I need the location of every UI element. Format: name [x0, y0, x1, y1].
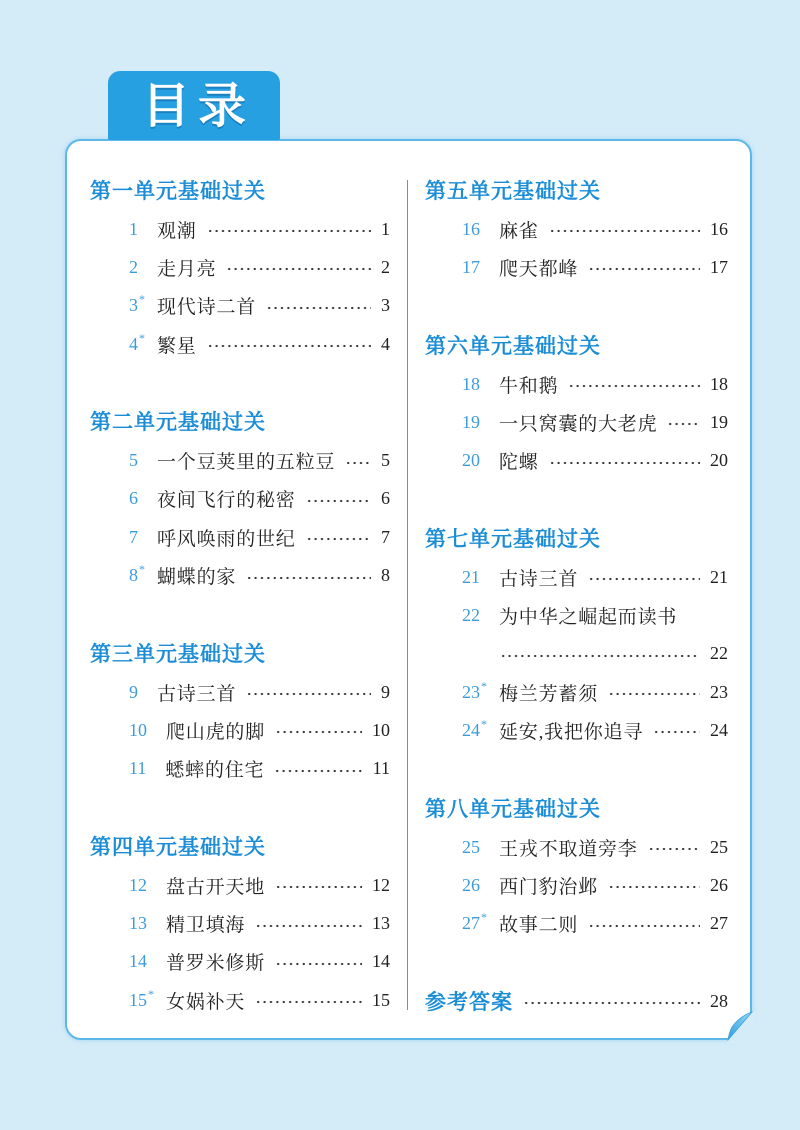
lesson-number-cell — [129, 952, 147, 971]
lesson-title: 爬山虎的脚 — [166, 721, 266, 743]
page-number: 16 — [710, 218, 728, 239]
lesson-title: 古诗三首 — [499, 568, 579, 590]
lesson-number: 23 — [462, 681, 480, 702]
dot-leader — [653, 711, 700, 749]
toc-entry — [425, 673, 728, 711]
unit-section — [425, 170, 728, 287]
lesson-number: 21 — [462, 566, 480, 587]
lesson-number-cell — [462, 910, 487, 934]
lesson-number-cell — [129, 451, 138, 470]
lesson-number: 24 — [462, 719, 480, 740]
page-number: 14 — [372, 951, 390, 972]
page-number: 9 — [381, 681, 390, 702]
unit-heading: 第七单元基础过关 — [425, 527, 601, 552]
page-number: 8 — [381, 565, 390, 586]
lesson-number: 14 — [129, 951, 147, 972]
toc-entry — [425, 441, 728, 479]
lesson-number-cell — [129, 528, 138, 547]
optional-lesson-mark: * — [481, 678, 487, 693]
page-title: 目录 — [141, 77, 254, 134]
toc-entry — [90, 480, 390, 518]
lesson-title: 普罗米修斯 — [166, 953, 266, 975]
lesson-number: 6 — [129, 488, 138, 509]
page-number: 28 — [710, 990, 728, 1011]
lesson-number-cell — [462, 413, 480, 432]
left-column — [90, 170, 390, 1019]
lesson-number: 18 — [462, 373, 480, 394]
lesson-number: 19 — [462, 411, 480, 432]
lesson-number: 1 — [129, 218, 138, 239]
toc-entry — [90, 943, 390, 981]
toc-entry — [90, 325, 390, 363]
lesson-number-cell — [462, 568, 480, 587]
dot-leader — [266, 287, 371, 325]
toc-entry — [425, 248, 728, 286]
toc-entry — [90, 981, 390, 1019]
lesson-title: 女娲补天 — [166, 991, 246, 1013]
lesson-number-cell — [129, 292, 145, 316]
page-number: 13 — [372, 913, 390, 934]
lesson-number: 3 — [129, 295, 138, 316]
page-curl-icon — [720, 1000, 760, 1048]
dot-leader — [275, 943, 362, 981]
lesson-title: 一个豆荚里的五粒豆 — [157, 452, 336, 474]
page-number: 19 — [710, 411, 728, 432]
dot-leader — [345, 441, 371, 479]
toc-entry — [425, 210, 728, 248]
page-number: 15 — [372, 989, 390, 1010]
page-number: 4 — [381, 333, 390, 354]
page-number: 23 — [710, 681, 728, 702]
lesson-number: 5 — [129, 450, 138, 471]
page-number: 5 — [381, 450, 390, 471]
right-column — [425, 170, 728, 1021]
dot-leader — [588, 248, 700, 286]
lesson-title: 古诗三首 — [157, 683, 237, 705]
page-number: 20 — [710, 450, 728, 471]
unit-heading: 第四单元基础过关 — [90, 835, 266, 860]
unit-section — [425, 325, 728, 480]
lesson-title: 麻雀 — [499, 220, 539, 242]
page-number: 11 — [372, 758, 390, 779]
lesson-title: 精卫填海 — [166, 915, 246, 937]
page-number: 25 — [710, 836, 728, 857]
lesson-title: 繁星 — [157, 335, 197, 357]
answers-label: 参考答案 — [425, 990, 513, 1015]
optional-lesson-mark: * — [139, 292, 145, 307]
optional-lesson-mark: * — [139, 562, 145, 577]
lesson-number: 27 — [462, 913, 480, 934]
optional-lesson-mark: * — [148, 986, 154, 1001]
dot-leader — [549, 441, 700, 479]
lesson-number-cell — [462, 838, 480, 857]
page-number: 2 — [381, 256, 390, 277]
page-number: 18 — [710, 373, 728, 394]
lesson-title: 为中华之崛起而读书 — [499, 607, 678, 629]
toc-entry — [425, 403, 728, 441]
lesson-number-cell — [129, 258, 138, 277]
lesson-title: 王戎不取道旁李 — [499, 838, 638, 860]
lesson-number: 17 — [462, 256, 480, 277]
page-number: 6 — [381, 488, 390, 509]
lesson-number: 4 — [129, 333, 138, 354]
page-number: 24 — [710, 719, 728, 740]
lesson-number-cell — [462, 375, 480, 394]
lesson-number: 8 — [129, 565, 138, 586]
toc-entry — [425, 904, 728, 942]
lesson-number: 10 — [129, 719, 147, 740]
dot-leader — [274, 750, 362, 788]
page-number: 1 — [381, 218, 390, 239]
lesson-title: 盘古开天地 — [166, 876, 266, 898]
toc-entry — [90, 441, 390, 479]
unit-heading: 第一单元基础过关 — [90, 179, 266, 203]
lesson-number-cell — [129, 914, 147, 933]
lesson-number-cell — [129, 330, 145, 354]
lesson-number-cell — [462, 716, 487, 740]
toc-entry — [90, 866, 390, 904]
lesson-number: 7 — [129, 526, 138, 547]
dot-leader — [549, 210, 700, 248]
toc-entry — [90, 750, 390, 788]
dot-leader — [255, 904, 362, 942]
lesson-title: 延安,我把你追寻 — [499, 721, 644, 743]
toc-entry — [425, 711, 728, 749]
dot-leader — [608, 673, 700, 711]
page-number: 21 — [710, 566, 728, 587]
dot-leader — [226, 248, 371, 286]
dot-leader — [648, 828, 700, 866]
unit-heading: 第八单元基础过关 — [425, 796, 601, 821]
lesson-title: 故事二则 — [499, 915, 579, 937]
toc-entry — [425, 365, 728, 403]
lesson-number: 15 — [129, 989, 147, 1010]
dot-leader — [306, 480, 371, 518]
unit-heading: 第五单元基础过关 — [425, 179, 601, 203]
answers-entry — [425, 981, 728, 1021]
lesson-number-cell — [129, 986, 154, 1010]
optional-lesson-mark: * — [139, 330, 145, 345]
unit-section — [90, 401, 390, 594]
lesson-title: 牛和鹅 — [499, 375, 559, 397]
toc-entry — [90, 518, 390, 556]
dot-leader — [207, 210, 371, 248]
column-divider — [407, 180, 408, 1010]
lesson-number-cell — [129, 721, 147, 740]
lesson-number-cell — [462, 220, 480, 239]
dot-leader — [246, 673, 371, 711]
lesson-title: 西门豹治邺 — [499, 876, 599, 898]
lesson-number: 16 — [462, 218, 480, 239]
dot-leader — [207, 325, 371, 363]
lesson-title: 现代诗二首 — [157, 297, 257, 319]
dot-leader — [255, 981, 362, 1019]
dot-leader — [608, 866, 700, 904]
dot-leader — [500, 635, 700, 673]
lesson-title: 一只窝囊的大老虎 — [499, 413, 658, 435]
lesson-number: 11 — [129, 758, 147, 779]
lesson-title: 呼风唤雨的世纪 — [157, 528, 296, 550]
lesson-title: 观潮 — [157, 220, 197, 242]
unit-section — [90, 170, 390, 363]
toc-entry — [425, 866, 728, 904]
lesson-title: 蟋蟀的住宅 — [165, 760, 265, 782]
lesson-number: 9 — [129, 681, 138, 702]
lesson-number: 12 — [129, 874, 147, 895]
lesson-number-cell — [129, 683, 138, 702]
lesson-title: 爬天都峰 — [499, 258, 579, 280]
page-number: 27 — [710, 913, 728, 934]
dot-leader — [588, 558, 700, 596]
unit-section — [90, 633, 390, 788]
toc-entry — [90, 287, 390, 325]
toc-entry — [90, 673, 390, 711]
toc-entry — [425, 596, 728, 634]
dot-leader — [568, 365, 700, 403]
toc-entry — [90, 248, 390, 286]
optional-lesson-mark: * — [481, 910, 487, 925]
lesson-number-cell — [462, 451, 480, 470]
page-number: 3 — [381, 295, 390, 316]
page-number: 12 — [372, 874, 390, 895]
lesson-number-cell — [462, 606, 480, 625]
lesson-number-cell — [129, 876, 147, 895]
toc-entry — [90, 904, 390, 942]
unit-heading: 第三单元基础过关 — [90, 641, 266, 666]
lesson-title: 走月亮 — [157, 258, 217, 280]
dot-leader — [588, 904, 700, 942]
page-number: 26 — [710, 874, 728, 895]
dot-leader — [246, 556, 371, 594]
lesson-number-cell — [129, 562, 145, 586]
lesson-title: 蝴蝶的家 — [157, 567, 237, 589]
lesson-title: 夜间飞行的秘密 — [157, 490, 296, 512]
lesson-number-cell — [129, 759, 146, 778]
page-number: 7 — [381, 526, 390, 547]
toc-entry-continuation — [425, 635, 728, 673]
lesson-number: 13 — [129, 913, 147, 934]
toc-entry — [425, 828, 728, 866]
dot-leader — [523, 981, 700, 1021]
dot-leader — [667, 403, 700, 441]
lesson-number-cell — [462, 678, 487, 702]
page-number: 10 — [372, 719, 390, 740]
page-number: 17 — [710, 256, 728, 277]
lesson-number: 26 — [462, 874, 480, 895]
lesson-number: 22 — [462, 605, 480, 626]
lesson-number: 2 — [129, 256, 138, 277]
unit-heading: 第六单元基础过关 — [425, 333, 601, 358]
optional-lesson-mark: * — [481, 716, 487, 731]
toc-entry — [90, 210, 390, 248]
lesson-number: 25 — [462, 836, 480, 857]
dot-leader — [275, 711, 362, 749]
lesson-title: 陀螺 — [499, 452, 539, 474]
lesson-number-cell — [462, 258, 480, 277]
toc-title-tab — [108, 71, 280, 140]
unit-heading: 第二单元基础过关 — [90, 410, 266, 435]
dot-leader — [275, 866, 362, 904]
dot-leader — [306, 518, 371, 556]
toc-entry — [425, 558, 728, 596]
unit-section — [425, 788, 728, 943]
unit-section — [425, 518, 728, 749]
lesson-number-cell — [129, 220, 138, 239]
lesson-number: 20 — [462, 450, 480, 471]
page-number: 22 — [710, 643, 728, 664]
lesson-number-cell — [462, 876, 480, 895]
unit-section — [90, 826, 390, 1019]
lesson-number-cell — [129, 489, 138, 508]
toc-entry — [90, 556, 390, 594]
toc-entry — [90, 711, 390, 749]
lesson-title: 梅兰芳蓄须 — [499, 683, 599, 705]
